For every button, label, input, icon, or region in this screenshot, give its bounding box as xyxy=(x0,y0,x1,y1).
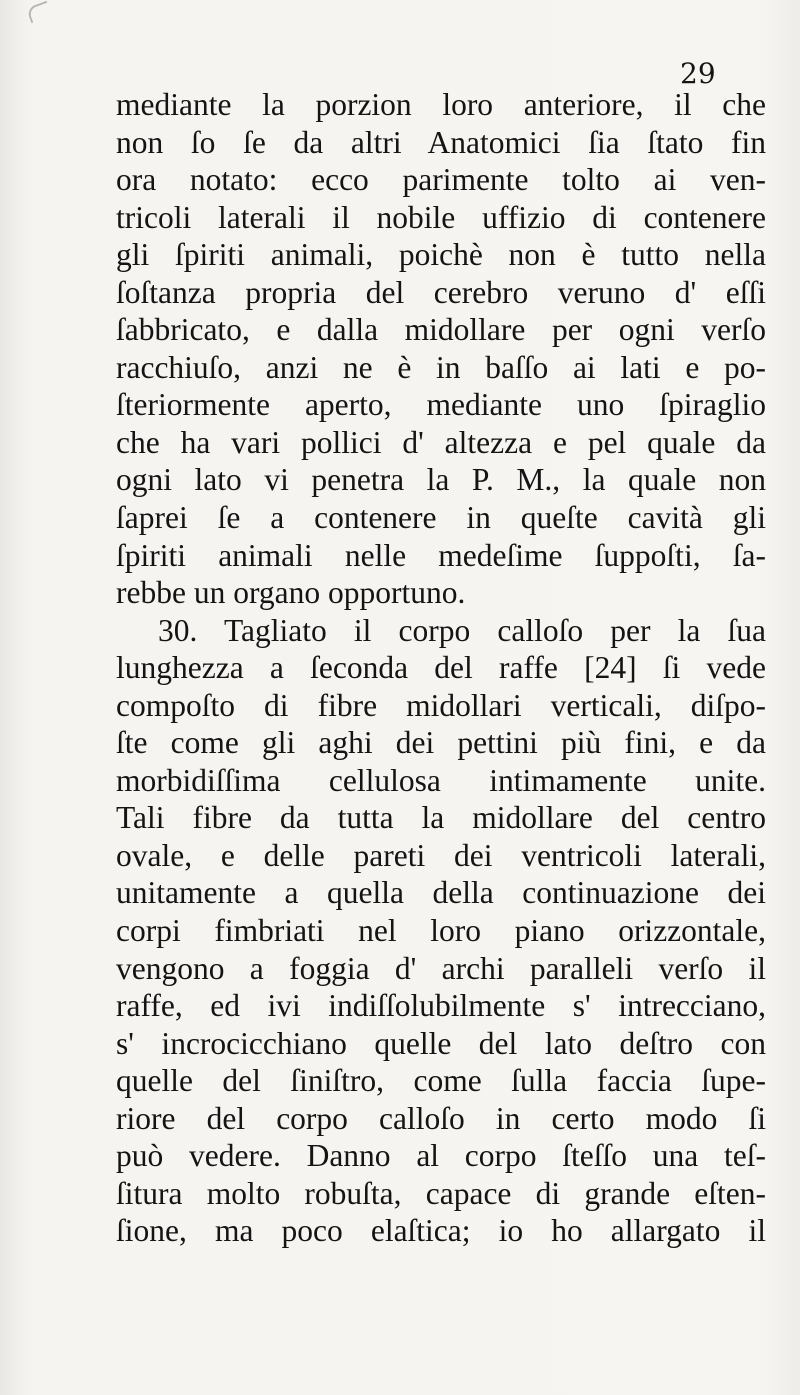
text-line: gli ſpiriti animali, poichè non è tutto nella xyxy=(116,237,766,273)
body-text xyxy=(116,86,766,1250)
text-line: Tali fibre da tutta la midollare del centro xyxy=(116,800,766,836)
text-line: morbidiſſima cellulosa intimamente unite. xyxy=(116,762,766,798)
text-line: quelle del ſiniſtro, come ſulla faccia ſupe- xyxy=(116,1063,766,1099)
text-line: che ha vari pollici d' altezza e pel quale da xyxy=(116,424,766,460)
text-line: mediante la porzion loro anteriore, il che xyxy=(116,87,766,122)
text-line: compoſto di fibre midollari verticali, diſpo- xyxy=(116,687,766,723)
text-line: raffe, ed ivi indiſſolubilmente s' intrecciano, xyxy=(116,988,766,1024)
text-line: ſoſtanza propria del cerebro veruno d' eſſi xyxy=(116,274,766,310)
text-line: riore del corpo calloſo in certo modo ſi xyxy=(116,1100,766,1136)
section-30-start-line: 30. Tagliato il corpo calloſo per la ſua xyxy=(158,612,766,648)
text-line: ſteriormente aperto, mediante uno ſpiraglio xyxy=(116,387,766,423)
text-line: non ſo ſe da altri Anatomici ſia ſtato fin xyxy=(116,124,766,160)
text-line: unitamente a quella della continuazione dei xyxy=(116,875,766,911)
text-line: può vedere. Danno al corpo ſteſſo una teſ- xyxy=(116,1138,766,1174)
text-line: s' incrocicchiano quelle del lato deſtro con xyxy=(116,1025,766,1061)
corner-pencil-mark xyxy=(26,1,52,24)
text-line: ſpiriti animali nelle medeſime ſuppoſti, ſa- xyxy=(116,537,766,573)
text-line: ſitura molto robuſta, capace di grande eſten- xyxy=(116,1175,766,1211)
text-line: corpi fimbriati nel loro piano orizzontale, xyxy=(116,913,766,949)
text-line: vengono a foggia d' archi paralleli verſo il xyxy=(116,950,766,986)
page-number: 29 xyxy=(680,57,716,90)
text-line: tricoli laterali il nobile uffizio di contenere xyxy=(116,199,766,235)
text-line: ſaprei ſe a contenere in queſte cavità gli xyxy=(116,500,766,536)
text-line: ovale, e delle pareti dei ventricoli laterali, xyxy=(116,837,766,873)
text-line: ora notato: ecco parimente tolto ai ven- xyxy=(116,162,766,198)
text-line: ogni lato vi penetra la P. M., la quale non xyxy=(116,462,766,498)
text-line: racchiuſo, anzi ne è in baſſo ai lati e po- xyxy=(116,349,766,385)
text-line: lunghezza a ſeconda del raffe [24] ſi vede xyxy=(116,650,766,686)
paragraph-end-line: rebbe un organo opportuno. xyxy=(116,575,466,611)
text-line: ſabbricato, e dalla midollare per ogni verſo xyxy=(116,312,766,348)
text-line: ſte come gli aghi dei pettini più fini, e da xyxy=(116,725,766,761)
text-line: ſione, ma poco elaſtica; io ho allargato il xyxy=(116,1213,766,1249)
